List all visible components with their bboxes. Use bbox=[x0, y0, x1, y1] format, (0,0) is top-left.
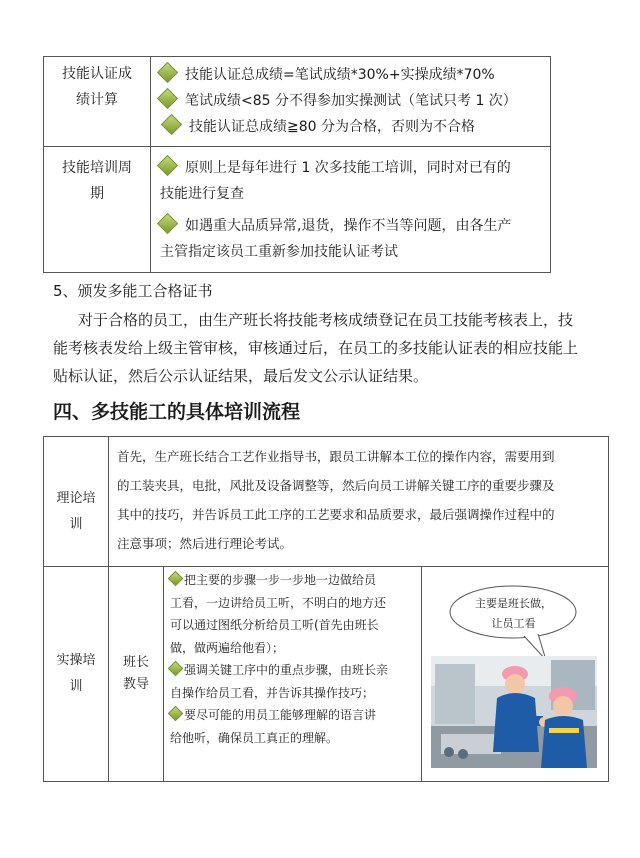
diamond-bullet-icon bbox=[157, 155, 178, 176]
score-calc-list bbox=[160, 62, 550, 140]
score-calc-label: 技能认证成 绩计算 bbox=[62, 66, 132, 108]
diamond-bullet-icon bbox=[157, 213, 178, 234]
list-item: 技能认证总成绩≧80 分为合格，否则为不合格 bbox=[160, 114, 550, 140]
list-item: 要尽可能的用员工能够理解的语言讲 bbox=[170, 704, 420, 727]
list-item: 如遇重大品质异常,退货，操作不当等问题，由各生产 bbox=[160, 213, 550, 239]
diamond-bullet-icon bbox=[157, 88, 178, 109]
practice-training-label: 实操培 训 bbox=[56, 653, 96, 694]
list-item: 原则上是每年进行 1 次多技能工培训，同时对已有的 bbox=[160, 155, 550, 181]
training-cycle-list: 原则上是每年进行 1 次多技能工培训，同时对已有的 技能进行复查 如遇重大品质异常,退货，操作不当等问题，由各生产 主管指定该员工重新参加技能认证考试 bbox=[160, 155, 550, 265]
section5-heading: 5、颁发多能工合格证书 bbox=[53, 282, 213, 300]
diamond-bullet-icon bbox=[157, 62, 178, 83]
training-photo bbox=[431, 656, 597, 768]
list-item: 笔试成绩<85 分不得参加实操测试（笔试只考 1 次） bbox=[160, 88, 550, 114]
diamond-bullet-icon bbox=[168, 706, 184, 722]
list-item: 强调关键工序中的重点步骤，由班长亲 bbox=[170, 659, 420, 682]
speech-bubble: 主要是班长做， 让员工看 bbox=[446, 584, 581, 644]
section5-paragraph: 对于合格的员工，由生产班长将技能考核成绩登记在员工技能考核表上，技 能考核表发给上级主管审核，审核通过后，在员工的多技能认证表的相应技能上 贴标认证，然后公示认证结果，最后发文公示认证结果。 bbox=[53, 311, 579, 385]
practice-steps: 把主要的步骤一步一步地一边做给员 工看，一边讲给员工听，不明白的地方还 可以通过图纸分析给员工听(首先由班长 做，做两遍给他看）； 强调关键工序中的重点步骤，由班长亲 自操作给员工看，并告诉其操作技巧； 要尽可能的用员工能够理解的语言讲 给他听，确保员工真正的理解。 bbox=[170, 569, 420, 749]
section4-title: 四、多技能工的具体培训流程 bbox=[53, 401, 301, 423]
list-item: 技能认证总成绩=笔试成绩*30%+实操成绩*70% bbox=[160, 62, 550, 88]
theory-training-label: 理论培 训 bbox=[56, 491, 96, 532]
diamond-bullet-icon bbox=[168, 661, 184, 677]
training-cycle-label: 技能培训周 期 bbox=[62, 160, 132, 202]
team-leader-role: 班长 教导 bbox=[122, 655, 149, 692]
diamond-bullet-icon bbox=[168, 571, 184, 587]
theory-training-text: 首先，生产班长结合工艺作业指导书，跟员工讲解本工位的操作内容，需要用到 的工装夹具，电批，风批及设备调整等，然后向员工讲解关键工序的重要步骤及 其中的技巧，并告诉员工此工序的工艺要求和品质要求，最后强调操作过程中的 注意事项；然后进行理论考试。 bbox=[117, 449, 555, 551]
list-item: 把主要的步骤一步一步地一边做给员 bbox=[170, 569, 420, 592]
diamond-bullet-icon bbox=[161, 114, 182, 135]
